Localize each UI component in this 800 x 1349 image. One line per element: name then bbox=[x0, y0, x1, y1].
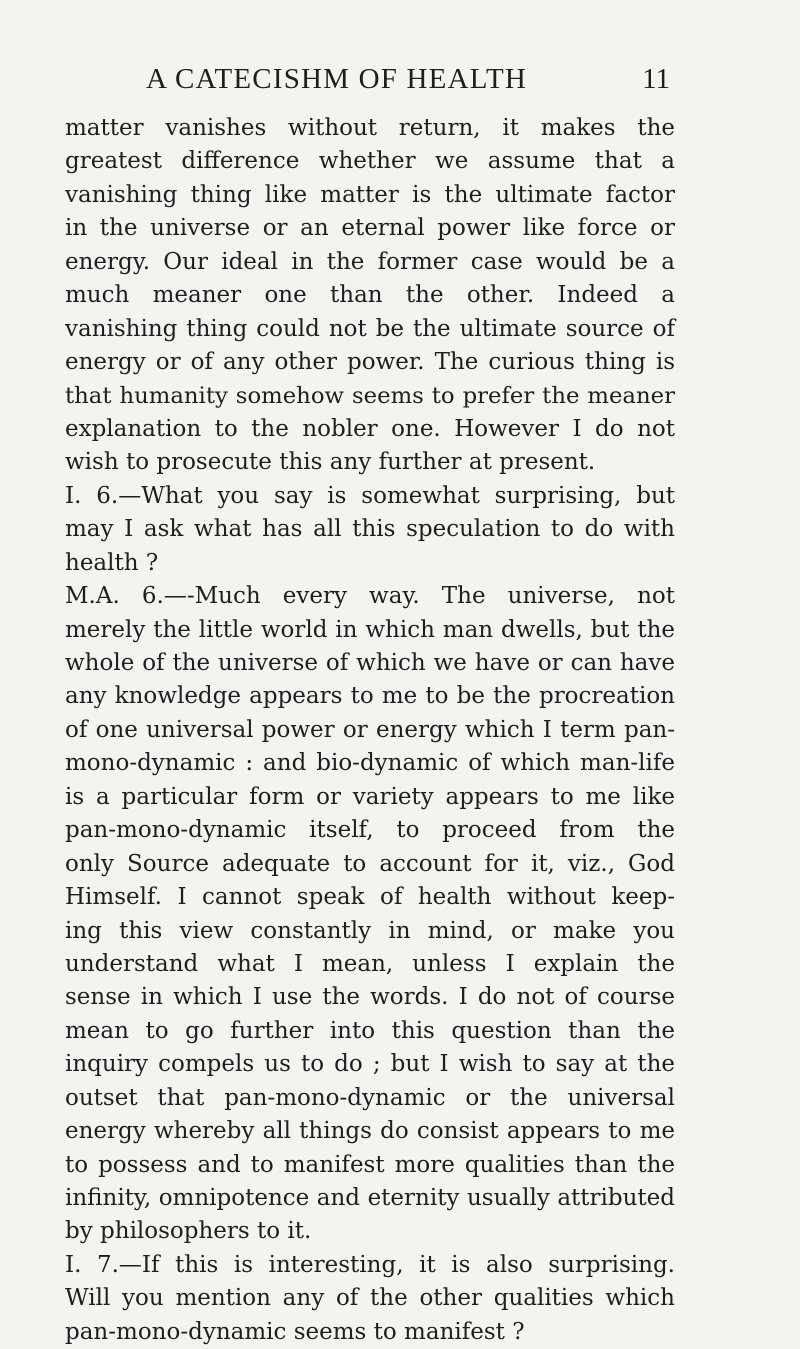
text-line: wish to prosecute this any further at present. bbox=[65, 449, 596, 476]
text-line: energy or of any other power. The curious thing is bbox=[65, 349, 675, 376]
text-line: inquiry compels us to do ; but I wish to say at the bbox=[65, 1051, 675, 1078]
text-line: understand what I mean, unless I explain the bbox=[65, 950, 675, 977]
text-line: that humanity somehow seems to prefer the meaner bbox=[65, 382, 675, 409]
text-line: by philosophers to it. bbox=[65, 1218, 312, 1245]
text-line: Himself. I cannot speak of health without keep- bbox=[65, 884, 675, 911]
text-line: explanation to the nobler one. However I do not bbox=[65, 415, 675, 442]
question-line: I. 7.—If this is interesting, it is also surprising. bbox=[65, 1251, 675, 1278]
text-line: to possess and to manifest more qualities than the bbox=[65, 1151, 675, 1178]
text-line: only Source adequate to account for it, viz., God bbox=[65, 850, 675, 877]
text-line: energy whereby all things do consist appears to me bbox=[65, 1118, 675, 1145]
text-line: energy. Our ideal in the former case would be a bbox=[65, 248, 675, 275]
text-line: any knowledge appears to me to be the procreation bbox=[65, 683, 675, 710]
text-line: infinity, omnipotence and eternity usually attributed bbox=[65, 1185, 675, 1211]
text-line: of one universal power or energy which I term pan- bbox=[65, 716, 675, 743]
running-title: A CATECISHM OF HEALTH bbox=[146, 63, 528, 95]
text-line: pan-mono-dynamic seems to manifest ? bbox=[65, 1318, 525, 1345]
text-line: whole of the universe of which we have or can have bbox=[65, 650, 675, 676]
text-line: outset that pan-mono-dynamic or the universal bbox=[65, 1084, 675, 1111]
text-line: greatest difference whether we assume that a bbox=[65, 148, 675, 175]
page-number: 11 bbox=[642, 63, 670, 95]
text-line: much meaner one than the other. Indeed a bbox=[65, 282, 675, 309]
text-line: vanishing thing could not be the ultimate source of bbox=[65, 315, 675, 342]
text-line: mono-dynamic : and bio-dynamic of which man-life bbox=[65, 750, 675, 777]
text-line: sense in which I use the words. I do not of course bbox=[65, 984, 675, 1011]
text-line: Will you mention any of the other qualities which bbox=[65, 1285, 675, 1312]
text-line: merely the little world in which man dwells, but the bbox=[65, 616, 675, 643]
running-head bbox=[0, 61, 800, 101]
text-line: mean to go further into this question than the bbox=[65, 1017, 675, 1044]
text-line: vanishing thing like matter is the ultimate factor bbox=[65, 181, 675, 208]
text-line: matter vanishes without return, it makes the bbox=[65, 115, 675, 141]
text-line: ing this view constantly in mind, or make you bbox=[65, 917, 675, 944]
text-line: pan-mono-dynamic itself, to proceed from the bbox=[65, 817, 675, 844]
body-text bbox=[65, 112, 675, 1349]
text-line: in the universe or an eternal power like force or bbox=[65, 215, 675, 242]
question-line: I. 6.—What you say is somewhat surprising, but bbox=[65, 482, 675, 509]
text-line: is a particular form or variety appears to me like bbox=[65, 783, 675, 810]
answer-line: M.A. 6.—-Much every way. The universe, not bbox=[65, 583, 675, 610]
text-line: health ? bbox=[65, 549, 159, 576]
text-line: may I ask what has all this speculation to do with bbox=[65, 516, 675, 543]
